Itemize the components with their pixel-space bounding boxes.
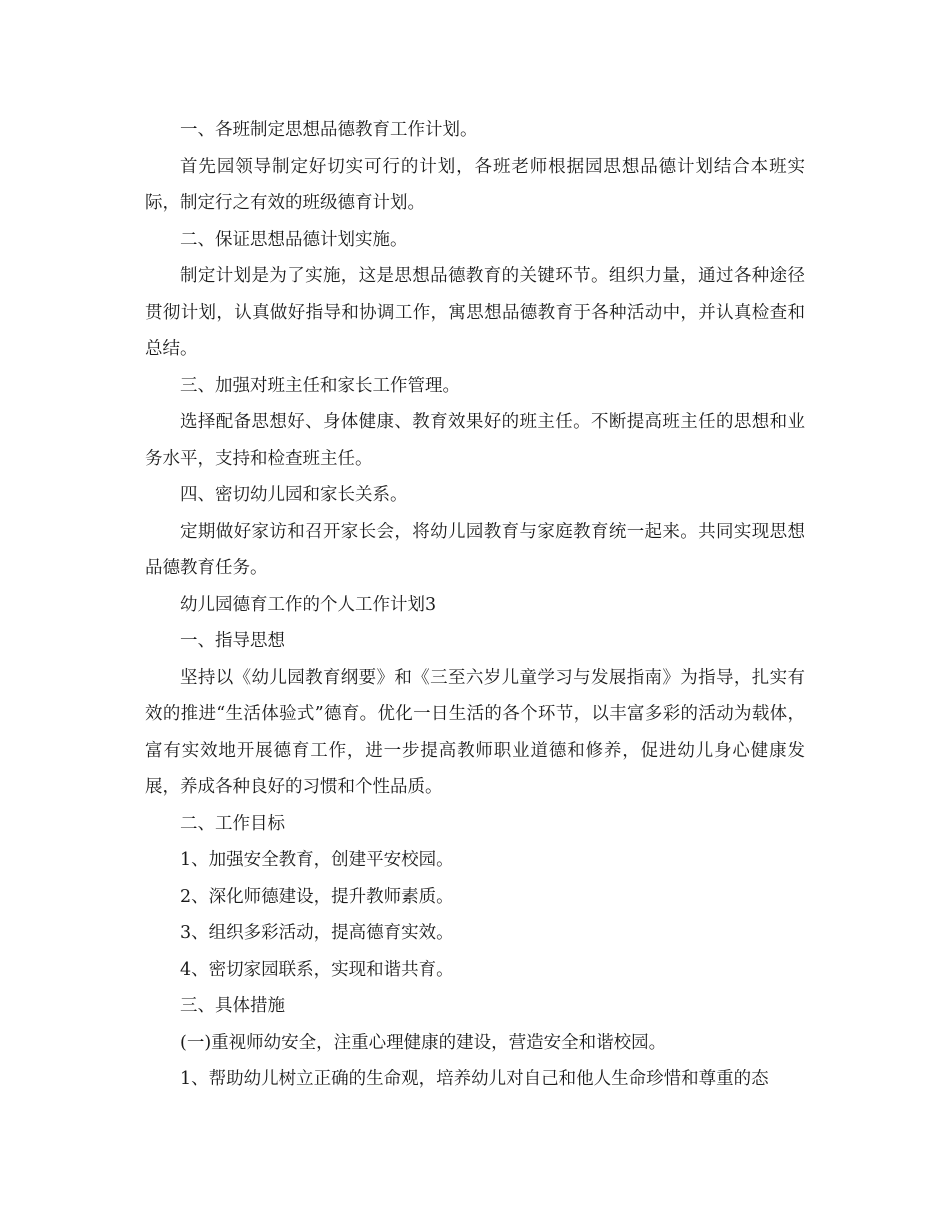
- goal-item-2: 2、深化师德建设，提升教师素质。: [180, 886, 454, 907]
- goal-item-1: 1、加强安全教育，创建平安校园。: [180, 850, 454, 870]
- goal-item-3: 3、组织多彩活动，提高德育实效。: [180, 923, 454, 943]
- section-title-plan-3: 幼儿园德育工作的个人工作计划3: [180, 594, 437, 615]
- heading-1-class-plan: 一、各班制定思想品德教育工作计划。: [180, 120, 478, 140]
- paragraph-parent-relations: 定期做好家访和召开家长会，将幼儿园教育与家庭教育统一起来。共同实现思想品德教育任务。: [145, 521, 805, 578]
- measure-subheading-1: (一)重视师幼安全，注重心理健康的建设，营造安全和谐校园。: [180, 1032, 667, 1053]
- paragraph-guiding-ideology: 坚持以《幼儿园教育纲要》和《三至六岁儿童学习与发展指南》为指导，扎实有效的推进“生活体验式”德育。优化一日生活的各个环节，以丰富多彩的活动为载体，富有实效地开展德育工作，进一步提高教师职业道德和修养，促进幼儿身心健康发展，养成各种良好的习惯和个性品质。: [145, 667, 805, 797]
- heading-guiding-ideology: 一、指导思想: [180, 631, 285, 651]
- heading-2-ensure-implementation: 二、保证思想品德计划实施。: [180, 229, 408, 250]
- goal-item-4: 4、密切家园联系，实现和谐共育。: [180, 959, 454, 980]
- paragraph-implementation: 制定计划是为了实施，这是思想品德教育的关键环节。组织力量，通过各种途径贯彻计划，认真做好指导和协调工作，寓思想品德教育于各种活动中，并认真检查和总结。: [145, 266, 805, 359]
- heading-4-parent-relations: 四、密切幼儿园和家长关系。: [180, 485, 408, 505]
- paragraph-class-plan: 首先园领导制定好切实可行的计划，各班老师根据园思想品德计划结合本班实际，制定行之有效的班级德育计划。: [145, 156, 805, 213]
- document-body: [145, 112, 805, 1098]
- heading-work-goals: 二、工作目标: [180, 813, 285, 834]
- heading-3-head-teacher-management: 三、加强对班主任和家长工作管理。: [180, 375, 460, 396]
- paragraph-head-teacher: 选择配备思想好、身体健康、教育效果好的班主任。不断提高班主任的思想和业务水平，支持和检查班主任。: [145, 412, 805, 469]
- heading-specific-measures: 三、具体措施: [180, 996, 285, 1016]
- measure-item-1: 1、帮助幼儿树立正确的生命观，培养幼儿对自己和他人生命珍惜和尊重的态: [180, 1069, 769, 1089]
